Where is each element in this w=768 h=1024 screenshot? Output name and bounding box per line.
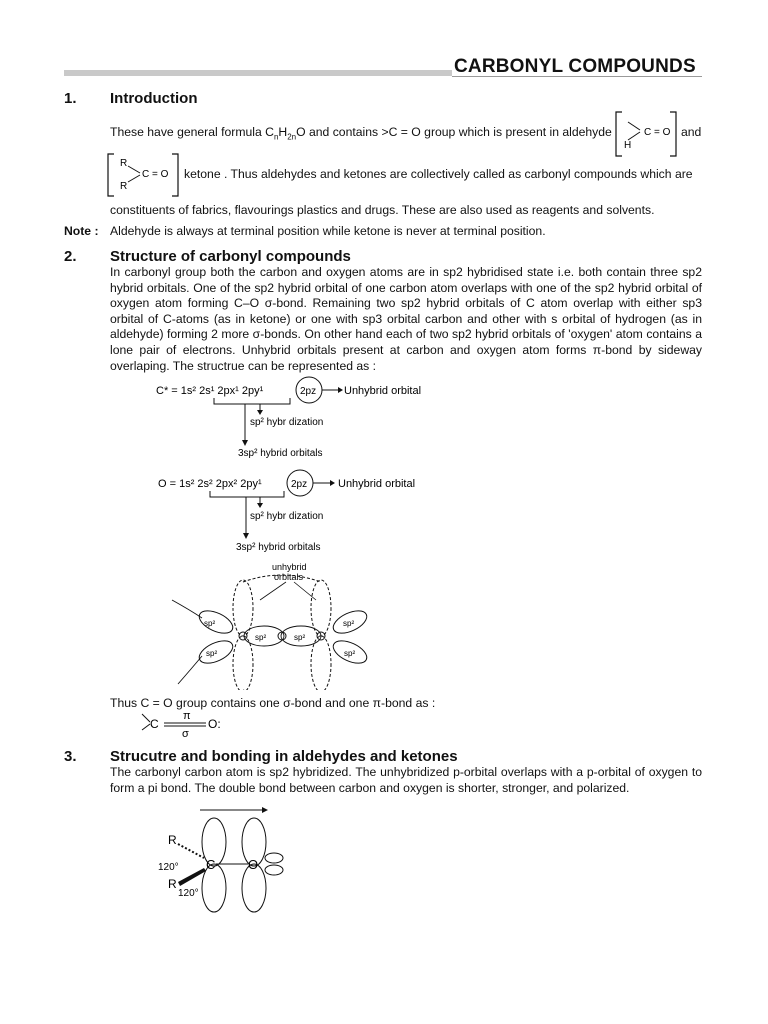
svg-text:unhybrid: unhybrid [272, 562, 307, 572]
svg-text:π: π [183, 710, 191, 722]
intro-line-1-end: and [681, 125, 702, 139]
o-unhybrid: 2pz [291, 479, 308, 490]
sigma-pi-line: Thus C = O group contains one σ-bond and one π-bond as : [110, 696, 436, 710]
svg-text:σ: σ [182, 728, 189, 740]
svg-text:O: O [248, 857, 259, 872]
c-unhybrid: 2pz [300, 386, 317, 397]
section-3-number: 3. [64, 748, 77, 765]
aldehyde-h: H [624, 140, 632, 151]
c-hybridization: sp² hybr dization [250, 417, 324, 428]
intro-line-3: constituents of fabrics, flavourings plastics and drugs. These are also used as reagents and solvents. [110, 203, 655, 217]
section-1-number: 1. [64, 90, 77, 107]
ketone-structure [106, 152, 184, 198]
intro-line-2: ketone . Thus aldehydes and ketones are collectively called as carbonyl compounds which are [184, 167, 693, 181]
svg-text:120°: 120° [158, 862, 179, 873]
svg-text:C: C [150, 717, 159, 731]
aldehyde-co: C = O [644, 127, 671, 138]
carbonyl-sigma-pi-structure [140, 708, 240, 740]
svg-text:C: C [206, 857, 216, 872]
o-result: 3sp² hybrid orbitals [236, 542, 321, 553]
structure-paragraph: In carbonyl group both the carbon and oxygen atoms are in sp2 hybridised state i.e. both contain three sp2 hybrid orbitals. One of the sp2 hybrid orbital of one carbon atom overlaps with one of the sp2 hybrid orbital of oxygen atom forming C–O σ-bond. Remaining two sp2 hybrid orbitals of C atom overlap with either sp3 orbital of C-atoms (as in ketone) or one with sp3 orbital carbon and other with s orbital of hydrogen (as in aldehyde) forming 2 more σ-bonds. On other hand each of two sp2 hybrid orbitals of 'oxygen' atom contains a lone pair of electrons. Unhybrid orbitals present at carbon and oxygen atom forms π-bond by sideway overlaping. The structrue can be represented as : [110, 265, 702, 373]
intro-line-1: These have general formula $C_nH_{2n}O$ and contains >C = O group which is present in aldehyde [110, 125, 612, 142]
ketone-r1: R [120, 158, 128, 169]
section-2-number: 2. [64, 248, 77, 265]
note-label: Note : [64, 224, 99, 238]
svg-text:R: R [168, 877, 177, 891]
svg-text:O:: O: [208, 717, 221, 731]
header-rule [64, 70, 452, 76]
o-hybridization: sp² hybr dization [250, 511, 324, 522]
o-unhybrid-label: Unhybrid orbital [338, 478, 416, 490]
bonding-paragraph: The carbonyl carbon atom is sp2 hybridized. The unhybridized p-orbital overlaps with a p-orbital of oxygen to form a pi bond. The double bond between carbon and oxygen is shorter, stronger, and polarized. [110, 765, 702, 795]
o-config: O = 1s² 2s² 2px² 2py¹ [158, 478, 262, 490]
ketone-r2: R [120, 181, 128, 192]
hybridization-diagram [150, 372, 450, 562]
c-result: 3sp² hybrid orbitals [238, 448, 323, 459]
svg-text:sp²: sp² [255, 633, 267, 642]
svg-text:sp²: sp² [206, 649, 218, 658]
svg-text:R: R [168, 833, 177, 847]
svg-text:sp²: sp² [294, 633, 306, 642]
svg-text:sp²: sp² [204, 619, 216, 628]
note-text: Aldehyde is always at terminal position while ketone is never at terminal position. [110, 224, 546, 238]
carbonyl-orbital-diagram [150, 800, 310, 918]
page-title: CARBONYL COMPOUNDS [454, 56, 696, 77]
c-unhybrid-label: Unhybrid orbital [344, 385, 422, 397]
svg-text:orbitals: orbitals [274, 572, 304, 582]
section-2-heading: Structure of carbonyl compounds [110, 248, 351, 265]
section-1-heading: Introduction [110, 90, 198, 107]
svg-text:sp²: sp² [344, 649, 356, 658]
svg-text:sp²: sp² [343, 619, 355, 628]
svg-text:120°: 120° [178, 888, 199, 899]
section-3-heading: Strucutre and bonding in aldehydes and ketones [110, 748, 458, 765]
ketone-co: C = O [142, 169, 169, 180]
aldehyde-structure [614, 110, 684, 158]
c-config: C* = 1s² 2s¹ 2px¹ 2py¹ [156, 385, 264, 397]
orbital-overlap-diagram [168, 560, 378, 690]
